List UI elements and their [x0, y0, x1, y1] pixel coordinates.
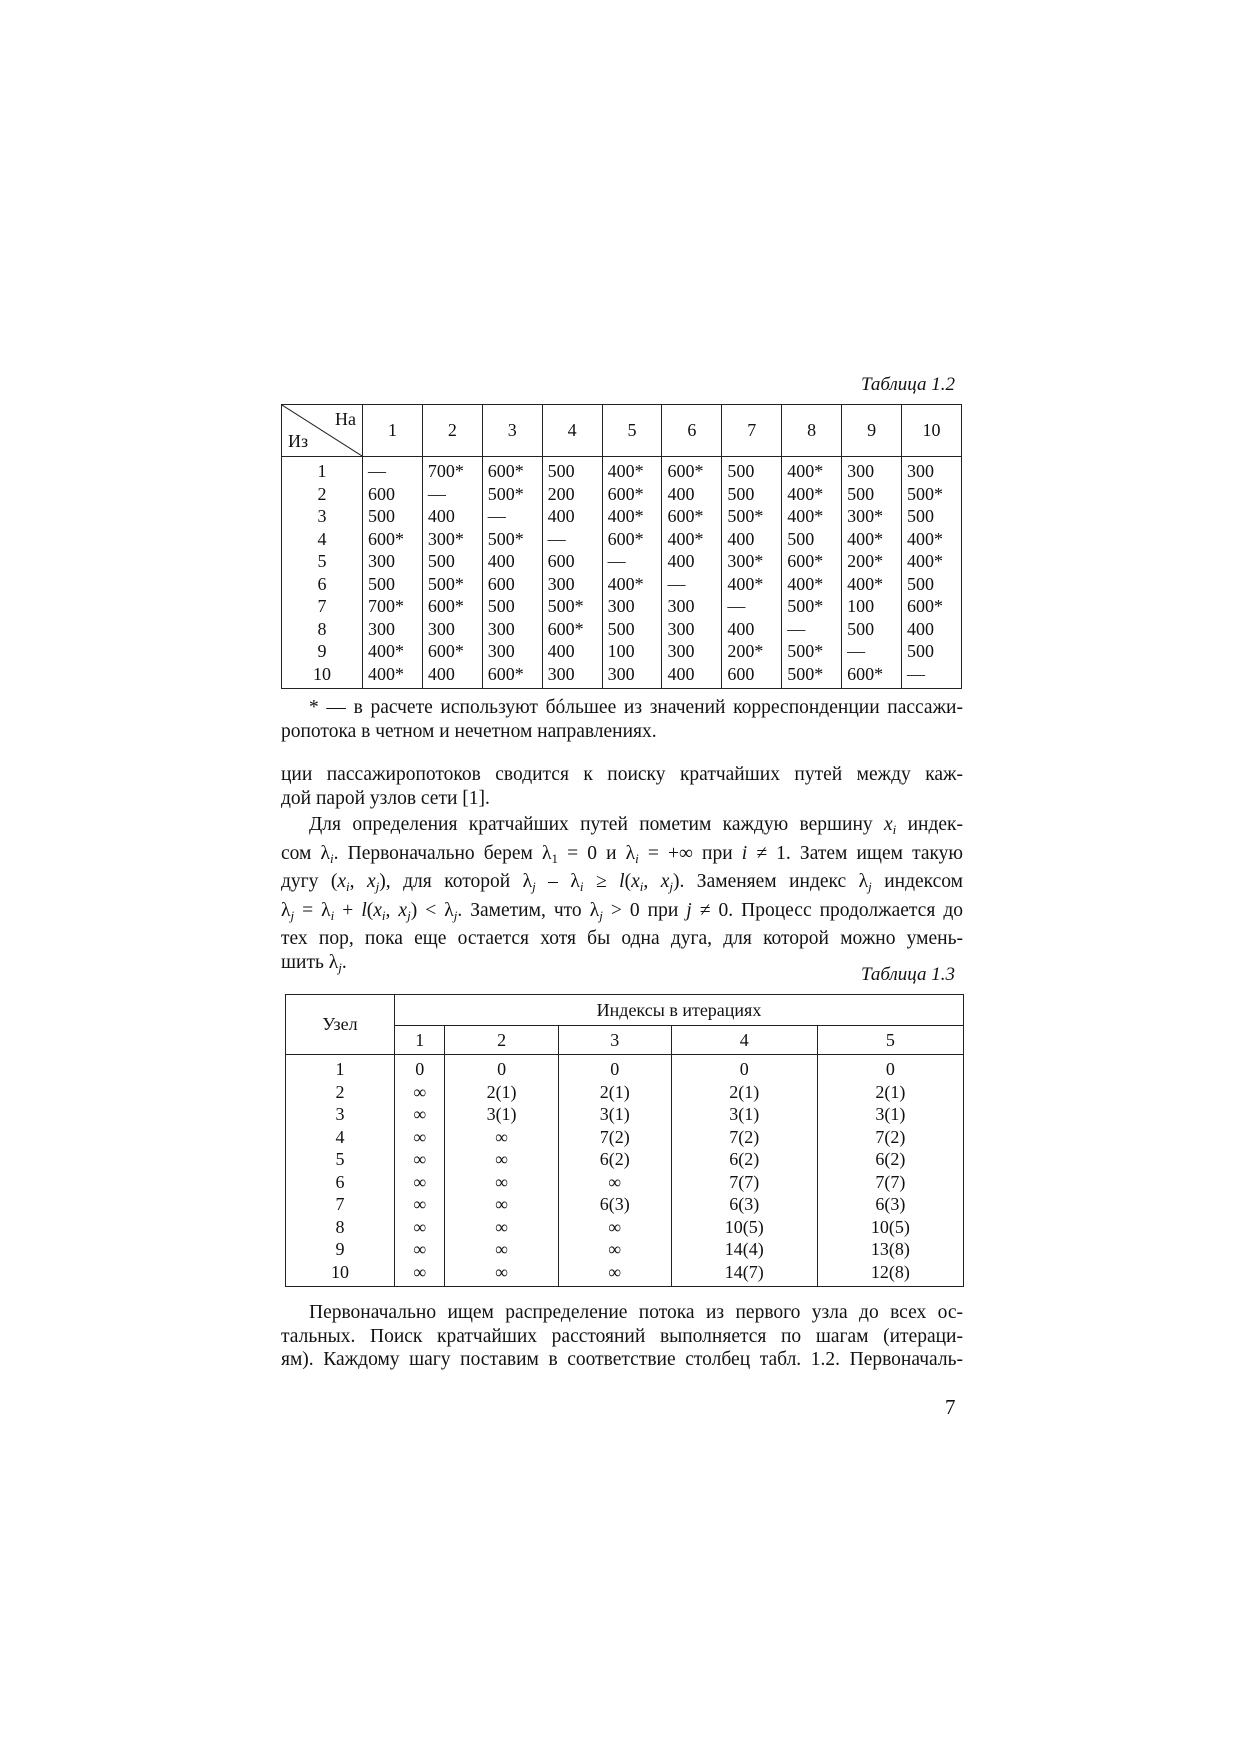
table-cell: —	[842, 640, 902, 663]
table-cell: ∞	[445, 1171, 558, 1194]
table-cell: 400	[662, 483, 722, 506]
table-cell: 700*	[363, 595, 423, 618]
table-cell: ∞	[558, 1171, 671, 1194]
table-cell: 7(7)	[817, 1171, 963, 1194]
table-cell: ∞	[395, 1216, 445, 1239]
paragraph-line: дой парой узлов сети [1].	[281, 787, 490, 809]
table-row	[282, 595, 962, 618]
table-cell: —	[602, 550, 662, 573]
table-cell: 500*	[542, 595, 602, 618]
table-cell: 300	[662, 640, 722, 663]
row-label: 8	[282, 618, 363, 641]
table-row	[286, 1103, 964, 1126]
table-cell: 600*	[422, 595, 482, 618]
node-label: 2	[286, 1081, 395, 1104]
table-cell: 400	[662, 663, 722, 689]
table-cell: 600*	[422, 640, 482, 663]
table-cell: 6(2)	[817, 1148, 963, 1171]
table-cell: 500*	[782, 640, 842, 663]
table-cell: 6(2)	[558, 1148, 671, 1171]
column-header: 3	[482, 405, 542, 457]
table-cell: 400*	[363, 640, 423, 663]
table-cell: 400	[722, 618, 782, 641]
table-cell: 7(2)	[558, 1126, 671, 1149]
iteration-header: 2	[445, 1026, 558, 1055]
table-cell: 300*	[422, 528, 482, 551]
node-label: 10	[286, 1261, 395, 1287]
table-cell: 600*	[842, 663, 902, 689]
table-cell: ∞	[445, 1216, 558, 1239]
table-row	[286, 1216, 964, 1239]
table-cell: 600	[482, 573, 542, 596]
table-row	[286, 1238, 964, 1261]
paragraph-line: ям). Каждому шагу поставим в соответствие столбец табл. 1.2. Первоначаль-	[281, 1349, 963, 1370]
column-header: 9	[842, 405, 902, 457]
table-cell: 300	[422, 618, 482, 641]
table-cell: —	[782, 618, 842, 641]
table-cell: 400*	[782, 573, 842, 596]
table-cell: 400*	[842, 528, 902, 551]
paragraph-line: сом $\lambda_i$. Первоначально берем $\lambda_1 = 0$ и $\lambda_i$ = +∞ при i ≠ 1. Затем ищем такую	[281, 842, 963, 866]
table-cell: 10(5)	[817, 1216, 963, 1239]
node-label: 8	[286, 1216, 395, 1239]
table-cell: 300	[662, 595, 722, 618]
table-cell: 14(4)	[671, 1238, 817, 1261]
table-row	[282, 528, 962, 551]
table-cell: —	[363, 457, 423, 483]
table-cell: 500*	[722, 505, 782, 528]
row-label: 7	[282, 595, 363, 618]
table-cell: 400*	[602, 573, 662, 596]
table-cell: 2(1)	[817, 1081, 963, 1104]
table-cell: 500*	[782, 663, 842, 689]
node-label: 5	[286, 1148, 395, 1171]
table-1-3-header-row	[286, 995, 964, 1026]
table-cell: 600	[722, 663, 782, 689]
table-cell: 400*	[902, 550, 962, 573]
table-row	[282, 640, 962, 663]
table-cell: ∞	[558, 1216, 671, 1239]
table-cell: 400	[482, 550, 542, 573]
paragraph-line: шить $\lambda_j$.	[281, 951, 347, 975]
paragraph-1	[281, 763, 963, 810]
node-label: 6	[286, 1171, 395, 1194]
table-cell: 10(5)	[671, 1216, 817, 1239]
table-cell: 300	[602, 595, 662, 618]
column-header: 4	[542, 405, 602, 457]
paragraph-3	[281, 1301, 963, 1372]
table-cell: 400*	[363, 663, 423, 689]
table-cell: 400	[542, 505, 602, 528]
table-cell: 300	[482, 640, 542, 663]
table-cell: 400*	[782, 483, 842, 506]
table-cell: 6(3)	[817, 1193, 963, 1216]
paragraph-line: дугу ($x_i$, $x_j$), для которой $\lambda_j - \lambda_i \ge l(x_i$, $x_j$). Заменяем индекс $\lambda_j$ индексом	[281, 871, 964, 894]
table-cell: 400*	[602, 457, 662, 483]
table-cell: ∞	[445, 1193, 558, 1216]
table-1-2	[281, 404, 962, 689]
row-label: 3	[282, 505, 363, 528]
table-row	[282, 457, 962, 483]
table-cell: 6(2)	[671, 1148, 817, 1171]
table-cell: 300	[363, 550, 423, 573]
table-row	[286, 1261, 964, 1287]
table-cell: 500	[842, 483, 902, 506]
table-cell: 500	[782, 528, 842, 551]
table-cell: 0	[671, 1055, 817, 1081]
iteration-header: 1	[395, 1026, 445, 1055]
table-1-2-body	[282, 457, 962, 689]
table-cell: 500*	[482, 528, 542, 551]
table-cell: 3(1)	[558, 1103, 671, 1126]
table-cell: —	[722, 595, 782, 618]
table-cell: ∞	[445, 1261, 558, 1287]
table-row	[286, 1081, 964, 1104]
table-cell: 500	[363, 505, 423, 528]
table-cell: ∞	[558, 1261, 671, 1287]
table-cell: 400*	[602, 505, 662, 528]
footnote	[281, 696, 963, 743]
row-label: 6	[282, 573, 363, 596]
table-cell: ∞	[445, 1238, 558, 1261]
paragraph-line: Первоначально ищем распределение потока из первого узла до всех ос-	[309, 1302, 963, 1323]
table-cell: 300	[842, 457, 902, 483]
node-label: 4	[286, 1126, 395, 1149]
node-label: 3	[286, 1103, 395, 1126]
iteration-header: 5	[817, 1026, 963, 1055]
corner-label-from: Из	[288, 431, 309, 451]
table-row	[282, 663, 962, 689]
table-row	[286, 1148, 964, 1171]
table-cell: 12(8)	[817, 1261, 963, 1287]
table-cell: ∞	[445, 1126, 558, 1149]
table-cell: 0	[558, 1055, 671, 1081]
row-label: 9	[282, 640, 363, 663]
table-cell: 700*	[422, 457, 482, 483]
column-header: 6	[662, 405, 722, 457]
table-cell: 200*	[842, 550, 902, 573]
row-label: 1	[282, 457, 363, 483]
table-cell: ∞	[558, 1238, 671, 1261]
table-cell: 500	[422, 550, 482, 573]
table-cell: 0	[395, 1055, 445, 1081]
table-cell: 400	[422, 505, 482, 528]
iterations-group-header: Индексы в итерациях	[395, 995, 964, 1026]
table-cell: 2(1)	[445, 1081, 558, 1104]
node-label: 1	[286, 1055, 395, 1081]
paragraph-line: тех пор, пока еще остается хотя бы одна дуга, для которой можно умень-	[281, 928, 963, 949]
table-cell: 400*	[662, 528, 722, 551]
table-cell: 500	[722, 457, 782, 483]
table-cell: ∞	[445, 1148, 558, 1171]
table-cell: 500	[902, 505, 962, 528]
table-cell: 6(3)	[671, 1193, 817, 1216]
table-cell: ∞	[395, 1103, 445, 1126]
table-cell: 400*	[842, 573, 902, 596]
table-cell: 500*	[422, 573, 482, 596]
table-cell: 400	[542, 640, 602, 663]
table-cell: 300*	[722, 550, 782, 573]
table-cell: 500	[842, 618, 902, 641]
table-cell: 400	[902, 618, 962, 641]
row-label: 5	[282, 550, 363, 573]
table-row	[282, 483, 962, 506]
table-cell: 300	[363, 618, 423, 641]
table-cell: 3(1)	[671, 1103, 817, 1126]
table-cell: 600*	[602, 483, 662, 506]
table-cell: ∞	[395, 1193, 445, 1216]
table-1-2-corner-cell	[282, 405, 363, 457]
table-cell: ∞	[395, 1126, 445, 1149]
table-cell: 14(7)	[671, 1261, 817, 1287]
table-cell: 600*	[482, 663, 542, 689]
table-cell: 100	[602, 640, 662, 663]
table-row	[282, 550, 962, 573]
row-label: 4	[282, 528, 363, 551]
table-cell: 300*	[842, 505, 902, 528]
paragraph-line: ции пассажиропотоков сводится к поиску кратчайших путей между каж-	[281, 764, 963, 785]
table-cell: 0	[817, 1055, 963, 1081]
table-1-2-caption: Таблица 1.2	[861, 374, 955, 395]
table-row	[282, 618, 962, 641]
table-cell: 600	[542, 550, 602, 573]
table-cell: 500*	[782, 595, 842, 618]
table-cell: 400*	[782, 457, 842, 483]
footnote-line: * — в расчете используют бóльшее из значений корреспонденции пассажи-	[309, 697, 963, 718]
table-cell: 500	[542, 457, 602, 483]
table-cell: 600*	[363, 528, 423, 551]
table-cell: ∞	[395, 1261, 445, 1287]
table-cell: 300	[662, 618, 722, 641]
table-row	[282, 573, 962, 596]
node-label: 9	[286, 1238, 395, 1261]
column-header: 8	[782, 405, 842, 457]
table-cell: —	[422, 483, 482, 506]
table-cell: 7(7)	[671, 1171, 817, 1194]
footnote-line: ропотока в четном и нечетном направлениях.	[281, 720, 657, 742]
iteration-header: 3	[558, 1026, 671, 1055]
table-cell: 500	[482, 595, 542, 618]
table-cell: —	[902, 663, 962, 689]
table-cell: 600*	[482, 457, 542, 483]
column-header: 10	[902, 405, 962, 457]
column-header: 2	[422, 405, 482, 457]
table-cell: 600*	[542, 618, 602, 641]
column-header: 7	[722, 405, 782, 457]
table-cell: 2(1)	[671, 1081, 817, 1104]
page-number: 7	[945, 1395, 956, 1419]
column-header: 1	[363, 405, 423, 457]
row-label: 2	[282, 483, 363, 506]
table-cell: 400*	[902, 528, 962, 551]
table-cell: —	[482, 505, 542, 528]
column-header: 5	[602, 405, 662, 457]
table-cell: 400*	[782, 505, 842, 528]
table-cell: 600*	[902, 595, 962, 618]
table-cell: 3(1)	[445, 1103, 558, 1126]
table-row	[286, 1193, 964, 1216]
paragraph-line: Для определения кратчайших путей пометим каждую вершину $x_i$ индек-	[309, 814, 964, 837]
node-header: Узел	[286, 995, 395, 1055]
table-cell: 300	[482, 618, 542, 641]
table-cell: 300	[602, 663, 662, 689]
iteration-header: 4	[671, 1026, 817, 1055]
table-cell: ∞	[395, 1081, 445, 1104]
table-cell: 200*	[722, 640, 782, 663]
table-cell: 500	[602, 618, 662, 641]
table-cell: 500*	[482, 483, 542, 506]
table-row	[286, 1055, 964, 1081]
table-1-3-caption: Таблица 1.3	[861, 964, 955, 985]
table-cell: 400*	[722, 573, 782, 596]
table-cell: 600*	[602, 528, 662, 551]
table-cell: 13(8)	[817, 1238, 963, 1261]
table-cell: 500	[363, 573, 423, 596]
paragraph-line: тальных. Поиск кратчайших расстояний выполняется по шагам (итераци-	[281, 1325, 963, 1347]
paragraph-2	[281, 813, 963, 979]
table-cell: 3(1)	[817, 1103, 963, 1126]
table-cell: 500*	[902, 483, 962, 506]
table-cell: ∞	[395, 1238, 445, 1261]
corner-label-to: На	[335, 409, 356, 429]
table-cell: 300	[902, 457, 962, 483]
table-cell: 600	[363, 483, 423, 506]
table-cell: 500	[902, 640, 962, 663]
table-cell: 7(2)	[671, 1126, 817, 1149]
node-label: 7	[286, 1193, 395, 1216]
table-1-3-body	[286, 1055, 964, 1287]
table-row	[282, 505, 962, 528]
lambda-symbol: λ	[320, 842, 330, 864]
table-cell: 600*	[662, 505, 722, 528]
paragraph-line: $\lambda_j = \lambda_i + l(x_i$, $x_j) < \lambda_j$. Заметим, что $\lambda_j > 0$ при j ≠ 0. Процесс продолжается до	[281, 899, 964, 923]
table-cell: 6(3)	[558, 1193, 671, 1216]
table-cell: 7(2)	[817, 1126, 963, 1149]
table-cell: ∞	[395, 1171, 445, 1194]
table-cell: 500	[722, 483, 782, 506]
table-cell: 600*	[662, 457, 722, 483]
table-cell: ∞	[395, 1148, 445, 1171]
row-label: 10	[282, 663, 363, 689]
table-cell: 400	[422, 663, 482, 689]
table-cell: 400	[662, 550, 722, 573]
table-1-2-header-row	[282, 405, 962, 457]
table-row	[286, 1126, 964, 1149]
table-cell: 500	[902, 573, 962, 596]
table-cell: 600*	[782, 550, 842, 573]
table-row	[286, 1171, 964, 1194]
table-cell: 200	[542, 483, 602, 506]
table-cell: —	[662, 573, 722, 596]
table-cell: 2(1)	[558, 1081, 671, 1104]
table-cell: —	[542, 528, 602, 551]
table-1-3	[285, 994, 964, 1287]
table-cell: 300	[542, 663, 602, 689]
table-cell: 400	[722, 528, 782, 551]
table-cell: 300	[542, 573, 602, 596]
table-cell: 100	[842, 595, 902, 618]
table-cell: 0	[445, 1055, 558, 1081]
